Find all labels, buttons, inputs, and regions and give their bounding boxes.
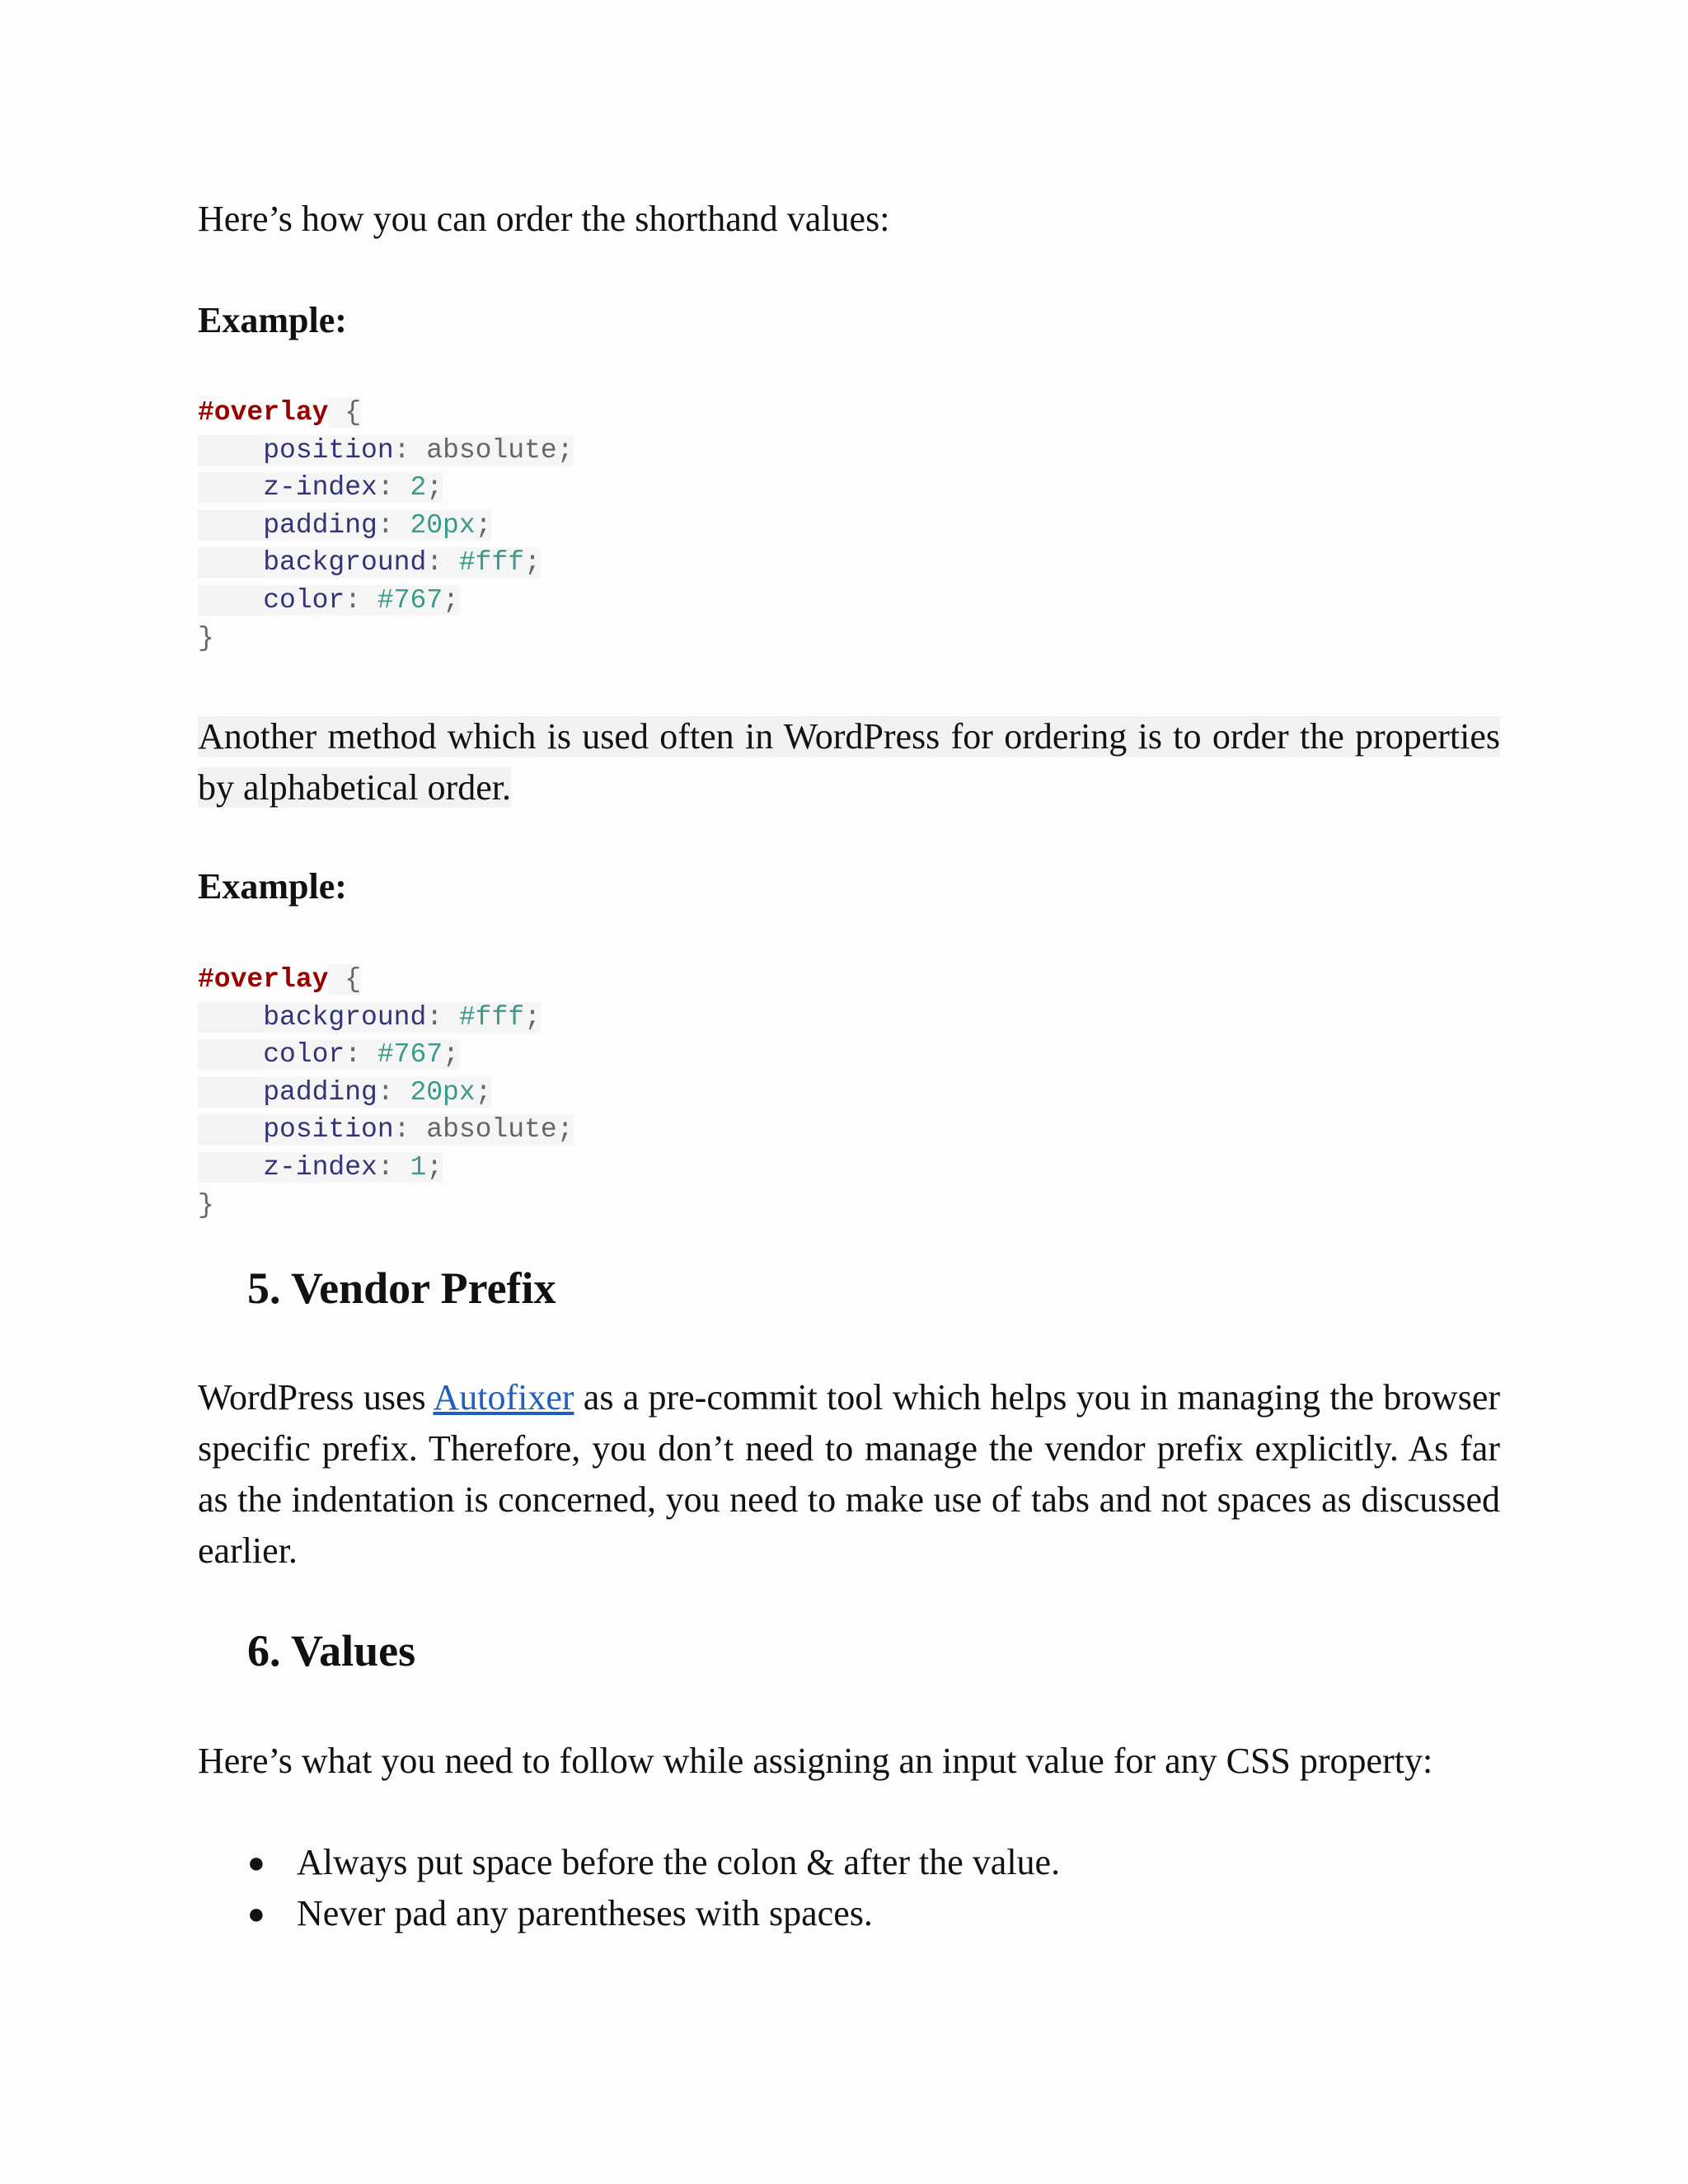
alphabetical-paragraph: Another method which is used often in WordPress for ordering is to order the properties by alphabetical order. — [198, 716, 1500, 808]
code-selector: #overlay — [198, 964, 329, 995]
code-line: color: #767; — [198, 582, 574, 620]
code-line: padding: 20px; — [198, 1074, 574, 1112]
intro-paragraph: Here’s how you can order the shorthand values: — [198, 199, 890, 239]
list-item: ● Never pad any parentheses with spaces. — [247, 1888, 1060, 1939]
code-line: padding: 20px; — [198, 507, 574, 545]
example-label-1: Example: — [198, 300, 347, 340]
values-bullet-list — [247, 1837, 1060, 1939]
code-line: z-index: 2; — [198, 469, 574, 507]
list-item: ● Always put space before the colon & after the value. — [247, 1837, 1060, 1888]
code-line: z-index: 1; — [198, 1149, 574, 1187]
code-close-brace: } — [198, 1189, 214, 1221]
autofixer-link[interactable]: Autofixer — [433, 1377, 574, 1418]
code-line: color: #767; — [198, 1036, 574, 1074]
values-intro-paragraph: Here’s what you need to follow while assigning an input value for any CSS property: — [198, 1741, 1433, 1781]
example-label-2: Example: — [198, 866, 347, 907]
heading-values: 6. Values — [247, 1626, 416, 1675]
code-close-brace: } — [198, 622, 214, 654]
code-line: position: absolute; — [198, 1111, 574, 1149]
code-block-1: #overlay { position: absolute; z-index: 2; padding: 20px; background: #fff; color: #767; } — [198, 397, 574, 654]
bullet-icon: ● — [247, 1897, 265, 1930]
code-line: position: absolute; — [198, 432, 574, 470]
code-selector: #overlay — [198, 397, 329, 428]
code-line: background: #fff; — [198, 544, 574, 582]
bullet-icon: ● — [247, 1846, 265, 1879]
code-block-2: #overlay { background: #fff; color: #767; padding: 20px; position: absolute; z-index: 1; } — [198, 964, 574, 1221]
code-line: background: #fff; — [198, 999, 574, 1037]
vendor-prefix-paragraph: WordPress uses Autofixer as a pre-commit tool which helps you in managing the browser specific prefix. Therefore, you don’t need to manage the vendor prefix explicitly. As far as the indentation is concerned, you need to make use of tabs and not spaces as discussed earlier. — [198, 1377, 1500, 1571]
heading-vendor-prefix: 5. Vendor Prefix — [247, 1263, 556, 1313]
